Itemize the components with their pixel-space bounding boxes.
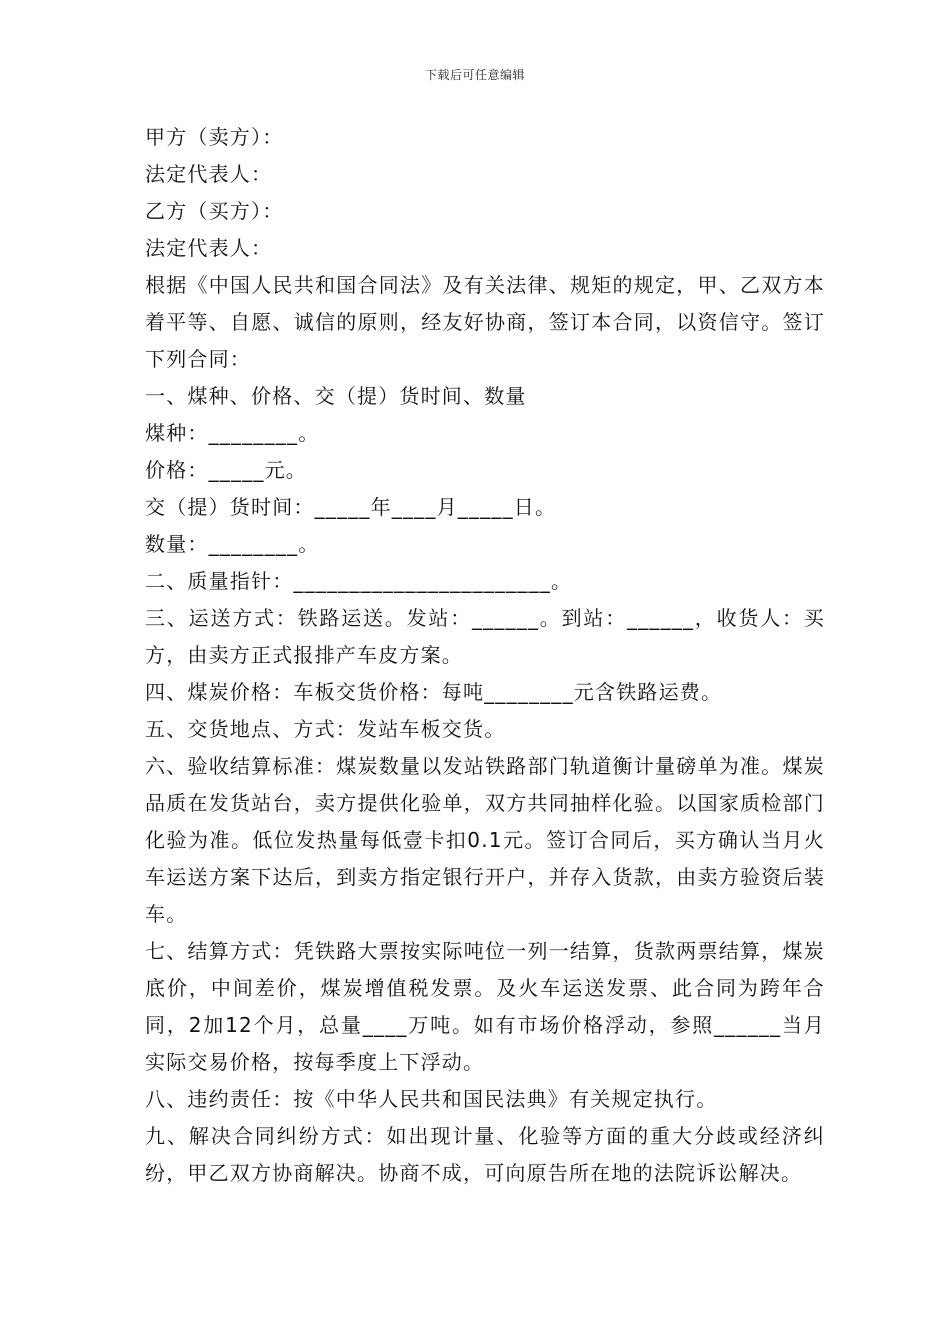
contract-body	[145, 119, 825, 1192]
section-3-transport: 三、运送方式：铁路运送。发站：______。到站：______，收货人：买方，由卖方正式报排产车皮方案。	[145, 606, 825, 667]
party-a-label: 甲方（卖方）：	[145, 125, 284, 149]
section-1-title: 一、煤种、价格、交（提）货时间、数量	[145, 384, 527, 408]
preamble-paragraph: 根据《中国人民共和国合同法》及有关法律、规矩的规定，甲、乙双方本着平等、自愿、诚信的原则，经友好协商，签订本合同，以资信守。签订下列合同：	[145, 273, 825, 371]
section-8-liability: 八、违约责任：按《中华人民共和国民法典》有关规定执行。	[145, 1087, 718, 1111]
section-4-coal-price: 四、煤炭价格：车板交货价格：每吨________元含铁路运费。	[145, 680, 723, 704]
quantity-field: 数量：________。	[145, 532, 320, 556]
section-2-quality: 二、质量指针：_______________________。	[145, 569, 573, 593]
delivery-time-field: 交（提）货时间：_____年____月_____日。	[145, 495, 557, 519]
section-7-settlement: 七、结算方式：凭铁路大票按实际吨位一列一结算，货款两票结算，煤炭底价，中间差价，煤炭增值税发票。及火车运送发票、此合同为跨年合同，2加12个月，总量____万吨。如有市场价格浮动，参照______当月实际交易价格，按每季度上下浮动。	[145, 939, 825, 1074]
party-b-representative-label: 法定代表人：	[145, 236, 273, 260]
price-field: 价格：_____元。	[145, 458, 307, 482]
page-header-note: 下载后可任意编辑	[424, 68, 525, 82]
coal-type-field: 煤种：________。	[145, 421, 320, 445]
section-6-acceptance: 六、验收结算标准：煤炭数量以发站铁路部门轨道衡计量磅单为准。煤炭品质在发货站台，卖方提供化验单，双方共同抽样化验。以国家质检部门化验为准。低位发热量每低壹卡扣0.1元。签订合同后，买方确认当月火车运送方案下达后，到卖方指定银行开户，并存入货款，由卖方验资后装车。	[145, 754, 825, 926]
party-a-representative-label: 法定代表人：	[145, 162, 273, 186]
section-9-disputes: 九、解决合同纠纷方式：如出现计量、化验等方面的重大分歧或经济纠纷，甲乙双方协商解决。协商不成，可向原告所在地的法院诉讼解决。	[145, 1124, 825, 1185]
party-b-label: 乙方（买方）：	[145, 199, 284, 223]
section-5-delivery-place: 五、交货地点、方式：发站车板交货。	[145, 717, 506, 741]
